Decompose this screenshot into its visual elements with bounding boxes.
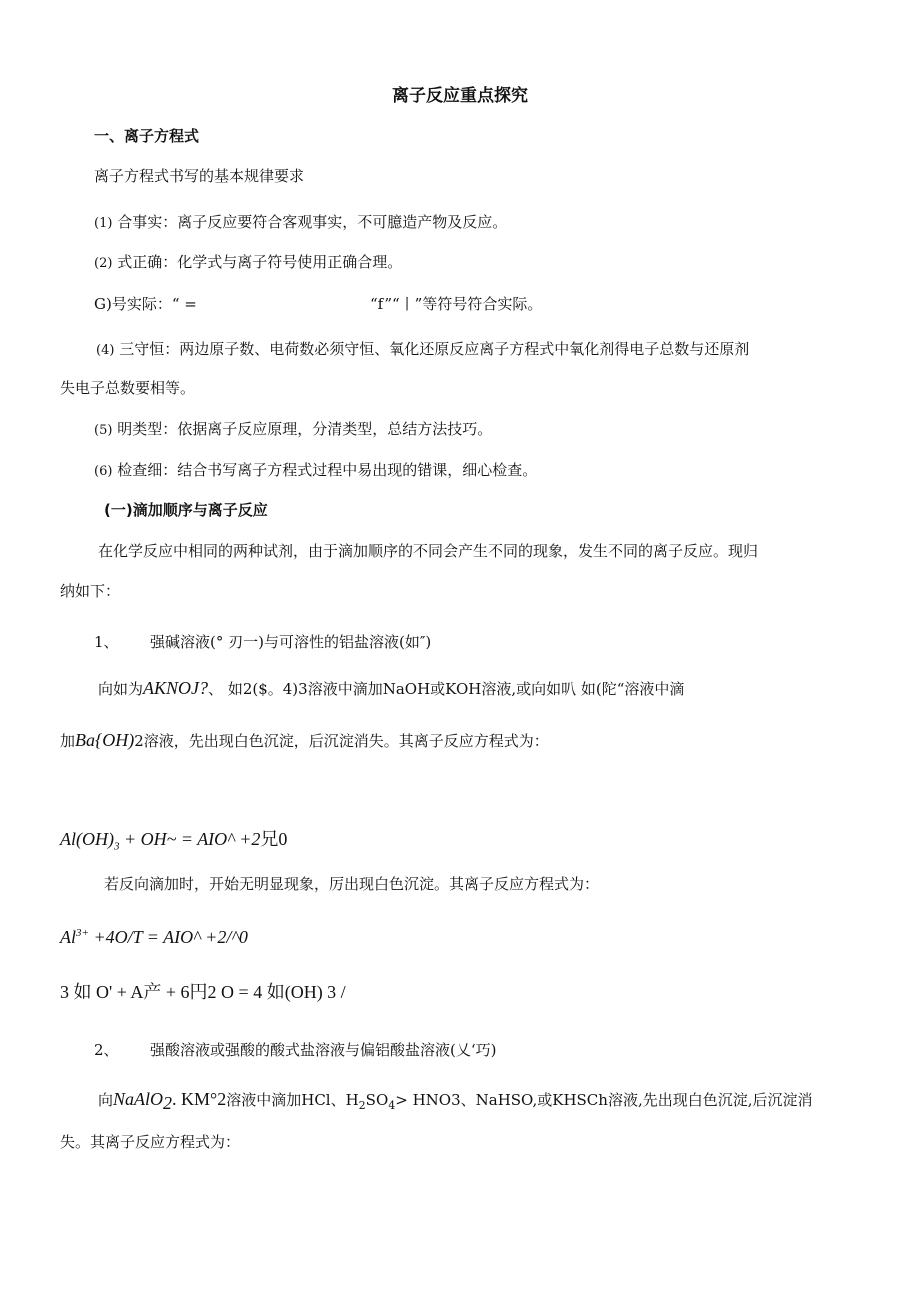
equation-1	[60, 829, 287, 857]
rule-6-text: 检查细：结合书写离子方程式过程中易出现的错课，细心检查。	[117, 461, 538, 479]
paragraph-1-line-1: 在化学反应中相同的两种试剂，由于滴加顺序的不同会产生不同的现象，发生不同的离子反应。现归	[98, 542, 759, 560]
para4-d-sub: 2	[358, 1099, 366, 1112]
para2-d: 如2($。4)	[227, 680, 299, 698]
paragraph-3: 若反向滴加时，开始无明显现象，厉出现白色沉淀。其离子反应方程式为：	[104, 875, 600, 893]
rule-2	[94, 252, 402, 274]
rule-1-text: 合事实：离子反应要符合客观事实，不可臆造产物及反应。	[117, 213, 508, 231]
page-title: 离子反应重点探究	[392, 86, 528, 106]
eq1-a-sub: 3	[113, 840, 120, 853]
eq2-a-sup: 3+	[76, 927, 89, 939]
para4-formula: NaAlO	[113, 1089, 164, 1109]
equation-2	[60, 923, 248, 947]
equation-3: 3 如 O' + A产 + 6円2 O = 4 如(OH) 3 /	[60, 982, 346, 1002]
para2-formula: AKNOJ?	[143, 678, 209, 698]
section-heading: 一、离子方程式	[94, 127, 200, 145]
para4-a: 向	[98, 1091, 114, 1109]
rule-1-number: (1)	[94, 216, 113, 231]
para4-c: . KM°2	[172, 1089, 227, 1109]
para4-d: 溶液中滴加HCl、H	[226, 1091, 359, 1109]
paragraph-4-line-1	[98, 1089, 812, 1116]
item-2-number: 2、	[94, 1041, 119, 1059]
para2-formula-2: Ba{OH)	[75, 730, 135, 750]
rule-5-number: (5)	[94, 423, 113, 438]
paragraph-4-line-2: 失。其离子反应方程式为：	[60, 1133, 241, 1151]
rule-2-number: (2)	[94, 256, 113, 271]
paragraph-2-line-1	[98, 678, 684, 699]
paragraph-2-line-2	[60, 730, 549, 751]
rule-3-part-b: “f”“丨”等符号符合实际。	[370, 295, 543, 313]
eq2-b: +4O/T = AIO^ +2/^0	[88, 927, 248, 947]
eq2-a: Al	[60, 927, 76, 947]
para2-e: 3溶液中滴加NaOH或KOH溶液,或向如叭 如(陀“溶液中滴	[298, 680, 685, 698]
item-1-number: 1、	[94, 633, 119, 651]
para4-e-sub: 4	[388, 1099, 396, 1112]
eq1-c: 兄0	[260, 829, 288, 849]
item-1-title: 强碱溶液(° 刃一)与可溶性的铝盐溶液(如″)	[150, 633, 432, 651]
para2-a: 向如为	[98, 680, 144, 698]
rule-1	[94, 212, 507, 234]
rule-4-continued: 失电子总数要相等。	[60, 379, 196, 397]
rule-4	[96, 339, 749, 361]
eq1-a: Al(OH)	[60, 829, 114, 849]
eq1-b: + OH~ = AIO^ +2	[119, 829, 261, 849]
rule-4-number: (4)	[96, 343, 115, 358]
item-2-title: 强酸溶液或强酸的酸式盐溶液与偏铝酸盐溶液(乂‘巧)	[150, 1041, 497, 1059]
para4-f: > HNO3、NaHSO,或KHSCh溶液,先出现白色沉淀,后沉淀消	[395, 1091, 813, 1109]
para2-f: 加	[60, 732, 76, 750]
rule-2-text: 式正确：化学式与离子符号使用正确合理。	[117, 253, 403, 271]
rule-6-number: (6)	[94, 464, 113, 479]
para4-formula-sub: 2	[163, 1093, 173, 1113]
rule-4-text: 三守恒：两边原子数、电荷数必须守恒、氧化还原反应离子方程式中氧化剂得电子总数与还原剂	[119, 340, 750, 358]
para2-c: 、	[208, 680, 224, 698]
para2-h: 2溶液，先出现白色沉淀，后沉淀消失。其离子反应方程式为：	[134, 732, 549, 750]
intro-line: 离子方程式书写的基本规律要求	[94, 167, 305, 185]
paragraph-1-line-2: 纳如下：	[60, 582, 121, 600]
subsection-heading: (一)滴加顺序与离子反应	[104, 501, 268, 519]
rule-6	[94, 460, 537, 482]
rule-5-text: 明类型：依据离子反应原理，分清类型，总结方法技巧。	[117, 420, 493, 438]
rule-5	[94, 419, 492, 441]
para4-e: SO	[365, 1091, 389, 1109]
rule-3-part-a: G)号实际：“ =	[94, 295, 197, 313]
